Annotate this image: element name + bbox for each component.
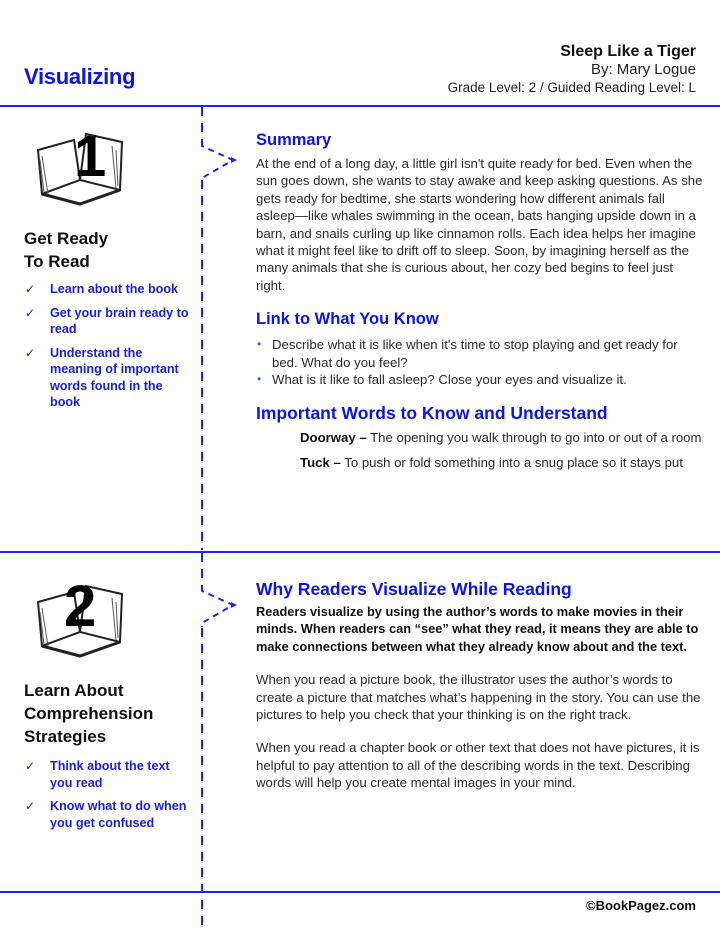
checklist-text: Learn about the book bbox=[50, 282, 179, 296]
link-bullets bbox=[256, 336, 706, 388]
step-title-line: To Read bbox=[24, 252, 90, 271]
bullet-item bbox=[256, 371, 706, 388]
reading-level: Grade Level: 2 / Guided Reading Level: L bbox=[447, 80, 696, 95]
column-divider bbox=[201, 107, 203, 143]
open-book-icon bbox=[30, 572, 130, 662]
step-1-content bbox=[256, 129, 706, 478]
checkmark-icon: ✓ bbox=[25, 759, 36, 773]
column-divider bbox=[201, 628, 203, 932]
checkmark-icon: ✓ bbox=[25, 305, 36, 320]
copyright: ©BookPagez.com bbox=[586, 898, 696, 913]
divider-middle bbox=[0, 551, 720, 553]
step-2-panel bbox=[24, 572, 194, 838]
words-heading: Important Words to Know and Understand bbox=[256, 403, 608, 424]
step-1-panel bbox=[24, 120, 194, 418]
step-title-line: Comprehension bbox=[24, 704, 154, 723]
bullet-icon: • bbox=[257, 337, 262, 352]
step-2-title bbox=[24, 679, 194, 748]
bullet-text: What is it like to fall asleep? Close your eyes and visualize it. bbox=[272, 372, 627, 388]
vocab-item bbox=[300, 429, 706, 446]
vocab-definition: To push or fold something into a snug place so it stays put bbox=[340, 454, 683, 470]
book-title: Sleep Like a Tiger bbox=[560, 43, 696, 60]
checklist-item bbox=[24, 281, 194, 298]
step-1-title bbox=[24, 227, 194, 273]
page-title: Visualizing bbox=[24, 64, 136, 89]
checklist-text: Think about the text you read bbox=[50, 759, 170, 790]
chevron-right-icon bbox=[199, 585, 243, 629]
step-2-content bbox=[256, 578, 706, 792]
column-divider bbox=[201, 553, 203, 587]
svg-text:1: 1 bbox=[74, 124, 107, 189]
svg-text:2: 2 bbox=[64, 574, 97, 639]
book-info bbox=[448, 42, 696, 97]
checklist-item bbox=[24, 345, 194, 411]
vocabulary-list bbox=[256, 429, 706, 471]
step-title-line: Get Ready bbox=[24, 229, 109, 248]
checklist-item bbox=[24, 758, 194, 791]
vocab-term: Doorway – bbox=[300, 430, 367, 446]
chevron-right-icon bbox=[199, 140, 243, 184]
why-paragraph-2: When you read a chapter book or other text that does not have pictures, it is helpful to pay attention to all of the describing words in the text. Describing words will help you create mental images in your mind. bbox=[256, 740, 700, 791]
checklist-text: Understand the meaning of important words found in the book bbox=[50, 345, 179, 409]
checklist-text: Get your brain ready to read bbox=[50, 305, 189, 336]
checklist-item bbox=[24, 798, 194, 831]
vocab-definition: The opening you walk through to go into or out of a room bbox=[366, 430, 702, 446]
checklist-item bbox=[24, 305, 194, 338]
open-book-icon bbox=[30, 120, 130, 210]
checkmark-icon: ✓ bbox=[25, 345, 36, 360]
page-header bbox=[0, 0, 720, 106]
step-2-checklist bbox=[24, 758, 194, 831]
divider-top bbox=[0, 105, 720, 107]
step-1-checklist bbox=[24, 281, 194, 411]
link-heading: Link to What You Know bbox=[256, 310, 439, 329]
why-heading: Why Readers Visualize While Reading bbox=[256, 579, 572, 599]
bullet-text: Describe what it is like when it's time to stop playing and get ready for bed. What do you feel? bbox=[272, 337, 678, 370]
bullet-icon: • bbox=[257, 372, 262, 387]
vocab-term: Tuck – bbox=[300, 454, 341, 470]
checkmark-icon: ✓ bbox=[25, 799, 36, 813]
why-paragraph-1: When you read a picture book, the illustrator uses the author’s words to create a picture that matches what’s happening in the story. You can use the pictures to help you check that your thinking is on the right track. bbox=[256, 672, 701, 723]
summary-text: At the end of a long day, a little girl isn't quite ready for bed. Even when the sun goes down, she wants to stay awake and keep asking questions. As she gets ready for bedtime, she starts wondering how different animals fall asleep—like whales swimming in the ocean, bats hanging upside down in a barn, and snails curling up like cinnamon rolls. Each idea helps her imagine what it might feel like to drift off to sleep. Soon, by imagining herself as the many animals that she is curious about, her cozy bed begins to feel just right. bbox=[256, 156, 703, 293]
why-bold-text: Readers visualize by using the author’s words to make movies in their minds. When readers can “see” what they read, it means they are able to make connections between what they already know about and the text. bbox=[256, 604, 699, 654]
step-title-line: Learn About bbox=[24, 681, 124, 700]
summary-heading: Summary bbox=[256, 131, 332, 149]
step-title-line: Strategies bbox=[24, 727, 107, 746]
divider-bottom bbox=[0, 891, 720, 893]
book-author: By: Mary Logue bbox=[590, 61, 696, 78]
column-divider bbox=[201, 180, 203, 550]
vocab-item bbox=[300, 454, 706, 471]
checklist-text: Know what to do when you get confused bbox=[50, 799, 187, 830]
checkmark-icon: ✓ bbox=[25, 282, 36, 296]
bullet-item bbox=[256, 336, 706, 371]
